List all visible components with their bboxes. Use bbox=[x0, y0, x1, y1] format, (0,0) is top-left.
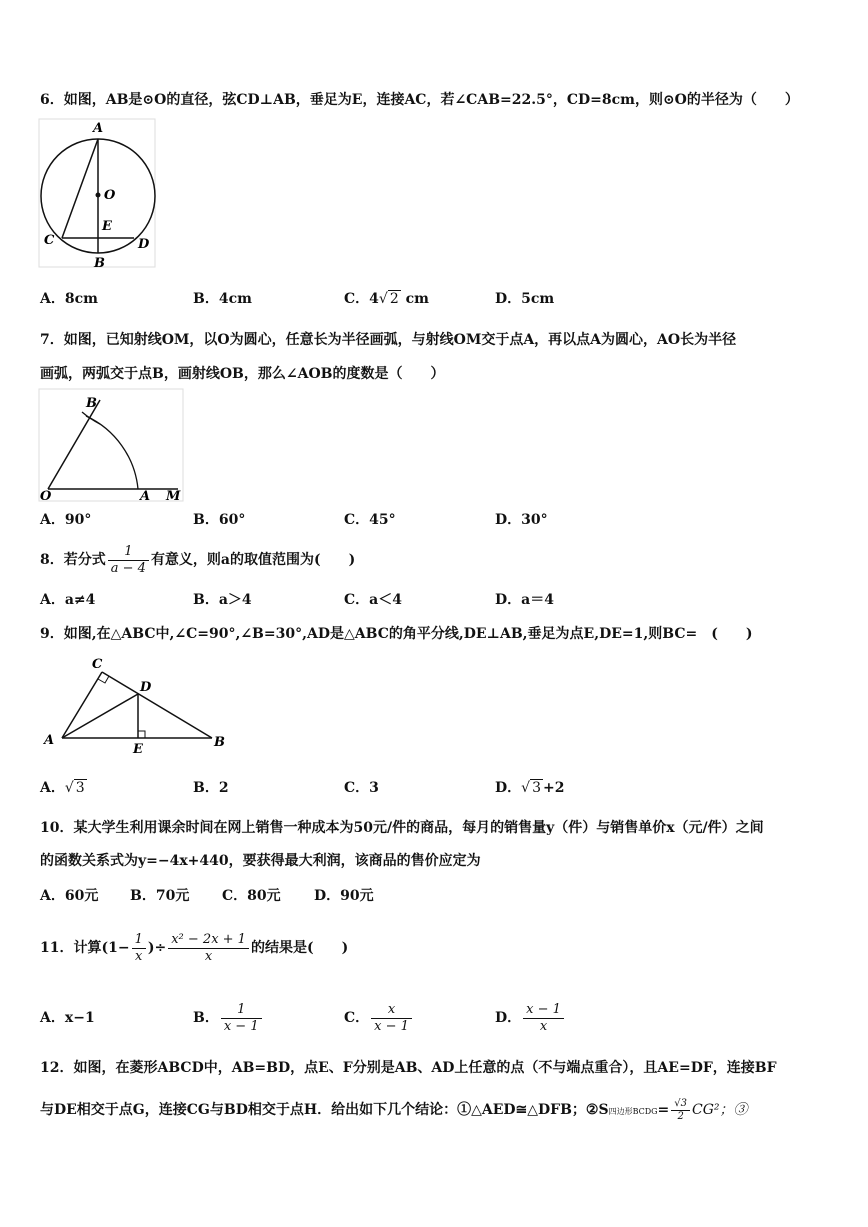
q7-option-b[interactable]: B．60° bbox=[193, 512, 246, 528]
q11-option-d[interactable] bbox=[495, 998, 566, 1038]
q6-label-d: D bbox=[138, 237, 150, 252]
q11-fraction-2-num: x² − 2x + 1 bbox=[168, 932, 249, 949]
q12-stem2-prefix: 与DE相交于点G，连接CG与BD相交于点H．给出如下几个结论：①△AED≅△DFB；②S bbox=[40, 1102, 609, 1118]
q6-option-a[interactable]: A．8cm bbox=[40, 291, 98, 307]
q7-label-m: M bbox=[166, 489, 181, 504]
q6-label-a: A bbox=[93, 121, 104, 136]
q11-option-b-fraction bbox=[221, 1002, 262, 1035]
q10-stem-line2: 的函数关系式为y=−4x+440，要获得最大利润，该商品的售价应定为 bbox=[40, 853, 481, 869]
q7-stem-line2: 画弧，两弧交于点B，画射线OB，那么∠AOB的度数是（ ） bbox=[40, 366, 445, 382]
q9-option-d-suffix: +2 bbox=[542, 780, 565, 796]
q6-option-b[interactable]: B．4cm bbox=[193, 291, 252, 307]
q10-stem-line1: 10．某大学生利用课余时间在网上销售一种成本为50元/件的商品，每月的销售量y（件）与销售单价x（元/件）之间 bbox=[40, 820, 764, 836]
q11-option-b-num: 1 bbox=[221, 1002, 262, 1019]
q9-label-d: D bbox=[140, 680, 152, 695]
q8-option-b[interactable]: B．a＞4 bbox=[193, 592, 252, 608]
q7-label-a: A bbox=[140, 489, 151, 504]
q7-option-d[interactable]: D．30° bbox=[495, 512, 548, 528]
q11-fraction-2-den: x bbox=[204, 948, 213, 964]
q8-stem-suffix: 有意义，则a的取值范围为( ) bbox=[150, 552, 356, 568]
q11-option-c-den: x − 1 bbox=[374, 1018, 409, 1034]
q7-option-c[interactable]: C．45° bbox=[344, 512, 396, 528]
q8-fraction bbox=[108, 544, 149, 577]
q6-label-o: O bbox=[104, 188, 116, 203]
sqrt-symbol: √ 3 bbox=[521, 780, 541, 796]
q11-fraction-1-den: x bbox=[135, 948, 143, 964]
q9-option-b[interactable]: B．2 bbox=[193, 780, 229, 796]
q11-stem-prefix: 11．计算(1− bbox=[40, 940, 130, 956]
q6-option-c-radicand: 2 bbox=[389, 291, 399, 307]
q10-options bbox=[40, 884, 840, 908]
q9-options bbox=[40, 776, 840, 800]
q12-stem2-subscript: 四边形BCDG bbox=[608, 1107, 658, 1116]
q9-label-c: C bbox=[92, 657, 103, 672]
q6-label-e: E bbox=[102, 219, 112, 234]
q8-fraction-num: 1 bbox=[108, 544, 149, 561]
q6-option-c-prefix: C．4 bbox=[344, 291, 379, 307]
q9-stem: 9．如图,在△ABC中,∠C=90°,∠B=30°,AD是△ABC的角平分线,DE⊥AB,垂足为点E,DE=1,则BC= ( ) bbox=[40, 626, 753, 642]
q9-label-e: E bbox=[133, 742, 143, 756]
q11-option-b-label: B． bbox=[193, 1010, 219, 1026]
q11-option-d-num: x − 1 bbox=[523, 1002, 564, 1019]
q8-option-c[interactable]: C．a＜4 bbox=[344, 592, 402, 608]
q8-stem bbox=[40, 542, 355, 578]
q6-label-b: B bbox=[94, 256, 105, 270]
q11-stem-mid: )÷ bbox=[147, 940, 167, 956]
q6-options bbox=[40, 287, 840, 311]
q12-stem-line1: 12．如图，在菱形ABCD中，AB=BD，点E、F分别是AB、AD上任意的点（不与端点重合），且AE=DF，连接BF bbox=[40, 1060, 777, 1076]
q7-option-a[interactable]: A．90° bbox=[40, 512, 92, 528]
q9-label-b: B bbox=[214, 735, 225, 750]
q9-option-c[interactable]: C．3 bbox=[344, 780, 379, 796]
q9-option-a[interactable] bbox=[40, 776, 87, 800]
q9-option-a-radicand: 3 bbox=[75, 780, 85, 796]
q11-stem bbox=[40, 928, 348, 968]
q11-option-d-fraction bbox=[523, 1002, 564, 1035]
q8-fraction-den: a − 4 bbox=[110, 560, 146, 576]
q7-angle-figure bbox=[38, 388, 188, 504]
q6-stem: 6．如图，AB是⊙O的直径，弦CD⊥AB，垂足为E，连接AC，若∠CAB=22.5°，CD=8cm，则⊙O的半径为（ ） bbox=[40, 92, 799, 108]
q11-option-c[interactable] bbox=[344, 998, 414, 1038]
q11-option-b[interactable] bbox=[193, 998, 264, 1038]
q11-fraction-1 bbox=[132, 932, 146, 965]
q9-option-d-radicand: 3 bbox=[532, 780, 541, 796]
q10-option-b[interactable]: B．70元 bbox=[130, 888, 190, 904]
q8-options bbox=[40, 588, 840, 612]
sqrt-symbol: √ 3 bbox=[64, 780, 85, 796]
q6-label-c: C bbox=[44, 233, 55, 248]
q12-stem2-frac-den: 2 bbox=[677, 1110, 684, 1122]
q9-option-a-prefix: A． bbox=[40, 780, 65, 796]
q9-option-d-prefix: D． bbox=[495, 780, 522, 796]
q11-option-c-num: x bbox=[371, 1002, 412, 1019]
q11-options bbox=[40, 998, 840, 1040]
q12-stem2-fraction bbox=[671, 1098, 690, 1123]
q8-option-a[interactable]: A．a≠4 bbox=[40, 592, 96, 608]
q7-stem-line1: 7．如图，已知射线OM，以O为圆心，任意长为半径画弧，与射线OM交于点A，再以点A为圆心，AO长为半径 bbox=[40, 332, 737, 348]
q12-stem2-frac-num: √3 bbox=[671, 1098, 690, 1111]
q11-option-d-den: x bbox=[539, 1018, 548, 1034]
q12-stem2-eq: = bbox=[657, 1102, 670, 1118]
q11-option-d-label: D． bbox=[495, 1010, 522, 1026]
q7-label-o: O bbox=[40, 489, 52, 504]
q9-option-d[interactable] bbox=[495, 776, 564, 800]
q11-option-a[interactable]: A．x−1 bbox=[40, 1010, 95, 1026]
q11-option-b-den: x − 1 bbox=[223, 1018, 259, 1034]
q11-fraction-1-num: 1 bbox=[132, 932, 146, 949]
q10-option-a[interactable]: A．60元 bbox=[40, 888, 99, 904]
q7-options bbox=[40, 508, 840, 532]
q10-option-c[interactable]: C．80元 bbox=[222, 888, 281, 904]
q9-label-a: A bbox=[44, 733, 55, 748]
q11-option-c-fraction bbox=[371, 1002, 412, 1035]
q6-option-d[interactable]: D．5cm bbox=[495, 291, 555, 307]
q7-label-b: B bbox=[86, 396, 97, 411]
q6-option-c-suffix: cm bbox=[400, 291, 429, 307]
q9-triangle-figure bbox=[40, 652, 230, 756]
q11-fraction-2 bbox=[168, 932, 249, 965]
q10-option-d[interactable]: D．90元 bbox=[314, 888, 374, 904]
q11-stem-suffix: 的结果是( ) bbox=[250, 940, 349, 956]
q6-option-c[interactable] bbox=[344, 287, 429, 311]
q12-stem2-tail: CG²；③ bbox=[692, 1102, 748, 1118]
sqrt-symbol: √ 2 bbox=[378, 291, 399, 307]
q6-circle-figure bbox=[38, 118, 158, 270]
q8-stem-prefix: 8．若分式 bbox=[40, 552, 106, 568]
q11-option-c-label: C． bbox=[344, 1010, 370, 1026]
q12-stem-line2 bbox=[40, 1092, 748, 1130]
q8-option-d[interactable]: D．a＝4 bbox=[495, 592, 554, 608]
